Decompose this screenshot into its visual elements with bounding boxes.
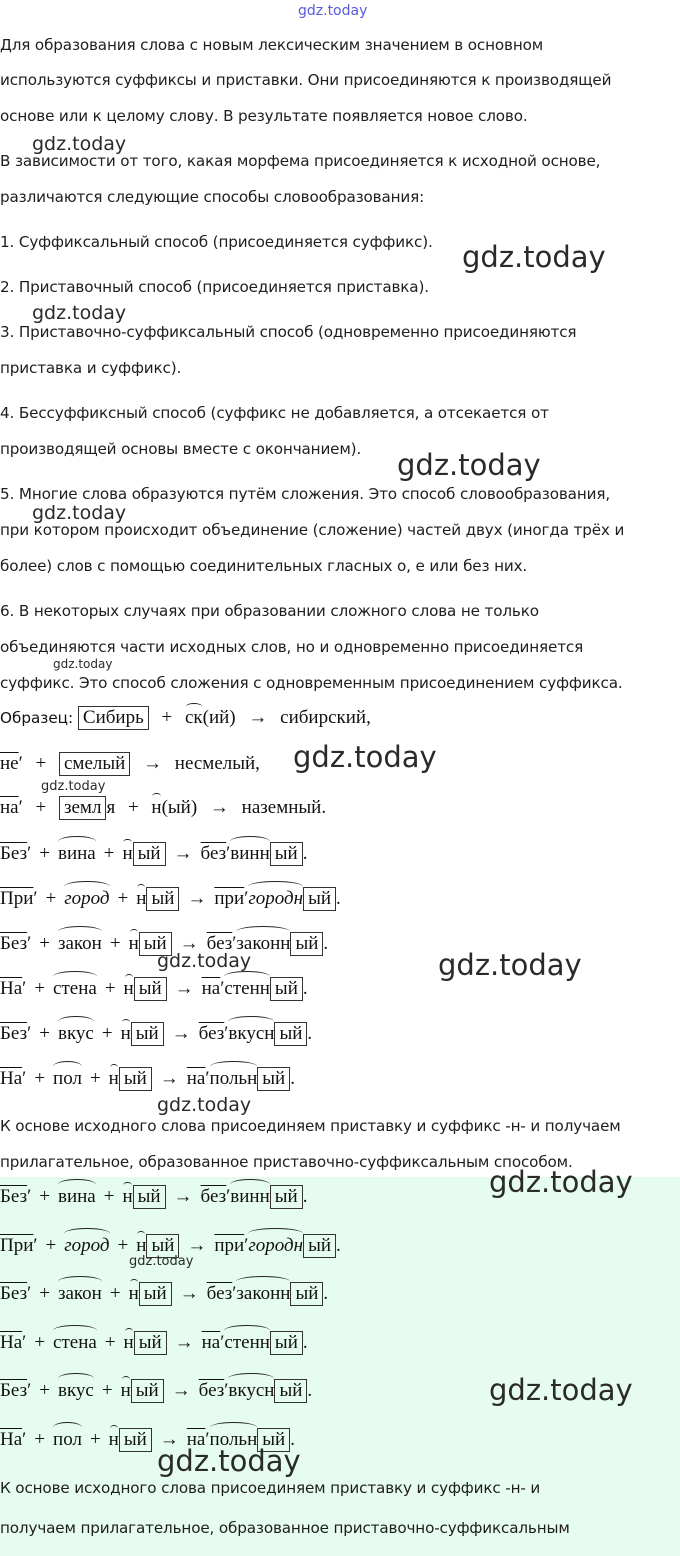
derivation-row: [0, 1377, 312, 1405]
prefix-mark: Без: [0, 1023, 28, 1044]
prefix-mark: На: [0, 1068, 23, 1089]
ending-box: ый: [119, 1067, 152, 1091]
result-ending-box: ый: [270, 1331, 303, 1355]
word-box: смелый: [59, 752, 130, 776]
watermark: gdz.today: [293, 740, 437, 774]
result-root-mark: винн: [230, 840, 269, 868]
result-ending-box: ый: [257, 1067, 290, 1091]
result-root-mark: вкусн: [228, 1020, 274, 1048]
ending-box: ый: [131, 1022, 164, 1046]
plus-sign: +: [39, 933, 50, 954]
plus-sign: +: [103, 1186, 115, 1207]
root-mark: стена: [53, 1329, 97, 1357]
prime-mark: ′: [205, 1428, 210, 1450]
result-ending-box: ый: [274, 1379, 307, 1403]
root-mark: стена: [53, 975, 97, 1003]
prime-mark: ′: [22, 1428, 27, 1450]
plus-sign: +: [39, 1283, 50, 1304]
list-item-continuation: суффикс. Это способ сложения с одновременным присоединением суффикса.: [0, 674, 623, 692]
result-prefix-mark: на: [186, 1068, 206, 1089]
period-mark: .: [302, 978, 308, 999]
prime-mark: ′: [27, 1380, 32, 1401]
conclusion-line: получаем прилагательное, образованное приставочно-суффиксальным: [0, 1519, 570, 1537]
ending-box: ый: [146, 1234, 179, 1258]
prefix-mark: Без: [0, 843, 28, 864]
plus-sign: +: [127, 797, 139, 818]
prime-mark: ′: [232, 933, 237, 954]
plus-sign: +: [89, 1428, 101, 1450]
prime-mark: ′: [27, 1186, 32, 1207]
plus-sign: +: [39, 843, 50, 864]
plus-sign: +: [101, 1023, 113, 1044]
sample-label: Образец:: [0, 709, 74, 727]
result-prefix-mark: без: [206, 933, 233, 954]
arrow-icon: →: [174, 1331, 194, 1353]
period-mark: .: [336, 1234, 341, 1256]
prefix-mark: На: [0, 1331, 23, 1353]
prime-mark: ′: [244, 1234, 249, 1256]
result-ending-box: ый: [290, 1282, 323, 1306]
stem-box: земл: [59, 796, 106, 820]
result-root-mark: винн: [230, 1183, 269, 1211]
word-box: Сибирь: [78, 706, 149, 730]
watermark: gdz.today: [157, 950, 252, 972]
root-mark: пол: [53, 1065, 82, 1093]
conclusion-line: прилагательное, образованное приставочно-суффиксальным способом.: [0, 1153, 573, 1171]
prime-mark: ′: [224, 1380, 229, 1401]
prefix-mark: При: [0, 1234, 34, 1256]
prime-mark: ′: [33, 1234, 38, 1256]
suffix-mark: ск: [185, 704, 203, 732]
plus-sign: +: [45, 1234, 57, 1256]
prime-mark: ′: [226, 843, 231, 864]
list-item: 4. Бессуффиксный способ (суффикс не добавляется, а отсекается от: [0, 404, 549, 422]
arrow-icon: →: [248, 707, 268, 728]
result-ending-box: ый: [270, 977, 303, 1001]
watermark: gdz.today: [32, 502, 127, 524]
plus-sign: +: [34, 1331, 46, 1353]
plus-sign: +: [104, 1331, 116, 1353]
watermark: gdz.today: [129, 1254, 194, 1269]
root-mark: город: [64, 1232, 109, 1260]
result-ending-box: ый: [303, 1234, 336, 1258]
suffix-mark: н: [136, 1232, 146, 1260]
plus-sign: +: [104, 978, 116, 999]
prefix-mark: На: [0, 978, 23, 999]
plus-sign: +: [39, 1023, 50, 1044]
plus-sign: +: [39, 1380, 50, 1401]
list-item-continuation: объединяются части исходных слов, но и одновременно присоединяется: [0, 638, 584, 656]
prime-mark: ′: [244, 888, 249, 909]
derivation-row: [0, 1280, 328, 1308]
ending-text: (ий): [202, 707, 236, 728]
prime-mark: ′: [220, 1331, 225, 1353]
prime-mark: ′: [226, 1186, 231, 1207]
prime-mark: ′: [22, 1068, 27, 1089]
period-mark: .: [302, 1186, 308, 1207]
derivation-row: [0, 1329, 308, 1357]
root-mark: закон: [58, 930, 102, 958]
result-word: несмелый,: [174, 753, 260, 774]
plus-sign: +: [109, 933, 121, 954]
period-mark: .: [323, 933, 329, 954]
prefix-mark: Без: [0, 1186, 28, 1207]
result-word: наземный.: [241, 797, 327, 818]
watermark: gdz.today: [32, 302, 127, 324]
period-mark: .: [302, 843, 308, 864]
tail-text: я: [106, 797, 116, 818]
watermark: gdz.today: [41, 779, 106, 794]
watermark: gdz.today: [157, 1444, 301, 1478]
derivation-row: [0, 1020, 312, 1048]
plus-sign: +: [35, 753, 47, 774]
conclusion-line: К основе исходного слова присоединяем приставку и суффикс -н- и: [0, 1479, 541, 1497]
list-item-continuation: приставка и суффикс).: [0, 359, 182, 377]
period-mark: .: [307, 1380, 313, 1401]
ending-box: ый: [139, 1282, 172, 1306]
watermark: gdz.today: [462, 240, 606, 274]
watermark: gdz.today: [489, 1165, 633, 1199]
plus-sign: +: [34, 1068, 46, 1089]
list-item: 1. Суффиксальный способ (присоединяется суффикс).: [0, 233, 433, 251]
arrow-icon: →: [187, 1234, 207, 1256]
ending-box: ый: [139, 932, 172, 956]
derivation-row: [0, 1065, 295, 1093]
plus-sign: +: [35, 797, 47, 818]
suffix-mark: н: [129, 930, 139, 958]
paragraph-line: различаются следующие способы словообразования:: [0, 188, 425, 206]
prime-mark: ′: [27, 843, 32, 864]
paragraph-line: Для образования слова с новым лексическим значением в основном: [0, 36, 544, 54]
root-mark: вкус: [58, 1377, 94, 1405]
result-root-mark: польн: [210, 1065, 258, 1093]
suffix-mark: н: [121, 1377, 131, 1405]
prime-mark: ′: [22, 1331, 27, 1353]
result-prefix-mark: без: [198, 1380, 225, 1401]
plus-sign: +: [34, 1428, 46, 1450]
suffix-mark: н: [121, 1020, 131, 1048]
arrow-icon: →: [209, 797, 229, 818]
ending-box: ый: [134, 977, 167, 1001]
derivation-row: [0, 840, 307, 868]
prefix-mark: Без: [0, 933, 28, 954]
paragraph-line: основе или к целому слову. В результате появляется новое слово.: [0, 107, 528, 125]
prime-mark: ′: [232, 1283, 237, 1304]
watermark: gdz.today: [32, 133, 127, 155]
watermark: gdz.today: [157, 1094, 252, 1116]
suffix-mark: н: [129, 1280, 139, 1308]
suffix-mark: н: [109, 1065, 119, 1093]
period-mark: .: [290, 1428, 295, 1450]
plus-sign: +: [117, 888, 129, 909]
plus-sign: +: [161, 707, 173, 728]
arrow-icon: →: [187, 888, 207, 909]
derivation-row: [0, 885, 341, 913]
watermark: gdz.today: [489, 1373, 633, 1407]
paragraph-line: В зависимости от того, какая морфема присоединяется к исходной основе,: [0, 152, 601, 170]
prime-mark: ′: [27, 933, 32, 954]
suffix-mark: н: [109, 1426, 119, 1454]
result-prefix-mark: без: [198, 1023, 225, 1044]
result-ending-box: ый: [303, 887, 336, 911]
suffix-mark: н: [151, 794, 161, 822]
watermark: gdz.today: [397, 448, 541, 482]
root-mark: закон: [58, 1280, 102, 1308]
result-root-mark: стенн: [224, 975, 270, 1003]
watermark: gdz.today: [438, 948, 582, 982]
prefix-mark: на: [0, 797, 19, 818]
list-item: 6. В некоторых случаях при образовании сложного слова не только: [0, 602, 539, 620]
arrow-icon: →: [179, 1283, 199, 1304]
plus-sign: +: [34, 978, 46, 999]
ending-box: ый: [131, 1379, 164, 1403]
prime-mark: ′: [27, 1283, 32, 1304]
prefix-mark: На: [0, 1428, 23, 1450]
list-item-continuation: при котором происходит объединение (сложение) частей двух (иногда трёх и: [0, 521, 625, 539]
result-prefix-mark: без: [200, 843, 227, 864]
conclusion-line: К основе исходного слова присоединяем приставку и суффикс -н- и получаем: [0, 1117, 621, 1135]
ending-box: ый: [146, 887, 179, 911]
period-mark: .: [323, 1283, 329, 1304]
period-mark: .: [302, 1331, 308, 1353]
root-mark: вина: [58, 1183, 96, 1211]
plus-sign: +: [109, 1283, 121, 1304]
result-root-mark: стенн: [224, 1329, 270, 1357]
plus-sign: +: [117, 1234, 129, 1256]
ending-box: ый: [134, 1331, 167, 1355]
sample-row: [0, 704, 371, 732]
list-item: 2. Приставочный способ (присоединяется приставка).: [0, 278, 429, 296]
prime-mark: ′: [27, 1023, 32, 1044]
result-root-mark: городн: [248, 885, 303, 913]
prime-mark: ′: [224, 1023, 229, 1044]
prime-mark: ′: [18, 753, 23, 774]
prime-mark: ′: [220, 978, 225, 999]
result-root-mark: польн: [210, 1426, 258, 1454]
arrow-icon: →: [171, 1023, 191, 1044]
prime-mark: ′: [33, 888, 38, 909]
suffix-mark: н: [136, 885, 146, 913]
ending-box: ый: [133, 842, 166, 866]
root-mark: пол: [53, 1426, 82, 1454]
list-item: 3. Приставочно-суффиксальный способ (одновременно присоединяются: [0, 323, 577, 341]
root-mark: город: [64, 885, 109, 913]
ending-box: ый: [133, 1185, 166, 1209]
sample-row: [0, 794, 326, 822]
arrow-icon: →: [143, 753, 163, 774]
derivation-row: [0, 975, 308, 1003]
arrow-icon: →: [171, 1380, 191, 1401]
result-prefix-mark: при: [214, 888, 245, 909]
list-item-continuation: более) слов с помощью соединительных гласных о, е или без них.: [0, 557, 528, 575]
result-root-mark: городн: [248, 1232, 303, 1260]
suffix-mark: н: [122, 840, 132, 868]
result-ending-box: ый: [290, 932, 323, 956]
result-prefix-mark: без: [200, 1186, 227, 1207]
watermark: gdz.today: [53, 657, 113, 671]
watermark: gdz.today: [298, 3, 368, 19]
sample-row: [0, 750, 260, 778]
list-item-continuation: производящей основы вместе с окончанием).: [0, 440, 362, 458]
period-mark: .: [336, 888, 341, 909]
derivation-row: [0, 1183, 307, 1211]
plus-sign: +: [45, 888, 57, 909]
prime-mark: ′: [22, 978, 27, 999]
arrow-icon: →: [174, 978, 194, 999]
root-mark: вина: [58, 840, 96, 868]
suffix-mark: н: [124, 1329, 134, 1357]
ending-box: ый: [119, 1428, 152, 1452]
prefix-mark: При: [0, 888, 34, 909]
prime-mark: ′: [205, 1068, 210, 1089]
period-mark: .: [290, 1068, 295, 1089]
result-root-mark: вкусн: [228, 1377, 274, 1405]
result-root-mark: законн: [236, 930, 290, 958]
suffix-mark: н: [124, 975, 134, 1003]
plus-sign: +: [89, 1068, 101, 1089]
arrow-icon: →: [159, 1428, 179, 1450]
result-root-mark: законн: [236, 1280, 290, 1308]
root-mark: вкус: [58, 1020, 94, 1048]
suffix-mark: н: [122, 1183, 132, 1211]
arrow-icon: →: [179, 933, 199, 954]
prefix-mark: Без: [0, 1380, 28, 1401]
arrow-icon: →: [173, 1186, 193, 1207]
result-prefix-mark: на: [201, 978, 221, 999]
list-item: 5. Многие слова образуются путём сложения. Это способ словообразования,: [0, 485, 610, 503]
result-ending-box: ый: [274, 1022, 307, 1046]
prefix-mark: Без: [0, 1283, 28, 1304]
result-ending-box: ый: [270, 1185, 303, 1209]
arrow-icon: →: [173, 843, 193, 864]
result-ending-box: ый: [257, 1428, 290, 1452]
period-mark: .: [307, 1023, 313, 1044]
prefix-mark: не: [0, 753, 19, 774]
result-ending-box: ый: [270, 842, 303, 866]
plus-sign: +: [103, 843, 115, 864]
result-prefix-mark: без: [206, 1283, 233, 1304]
paragraph-line: используются суффиксы и приставки. Они присоединяются к производящей: [0, 71, 612, 89]
arrow-icon: →: [159, 1068, 179, 1089]
result-prefix-mark: на: [201, 1331, 221, 1353]
plus-sign: +: [101, 1380, 113, 1401]
result-prefix-mark: при: [214, 1234, 245, 1256]
result-prefix-mark: на: [186, 1428, 206, 1450]
prime-mark: ′: [18, 797, 23, 818]
ending-text: (ый): [161, 797, 198, 818]
result-word: сибирский,: [280, 707, 371, 728]
plus-sign: +: [39, 1186, 50, 1207]
